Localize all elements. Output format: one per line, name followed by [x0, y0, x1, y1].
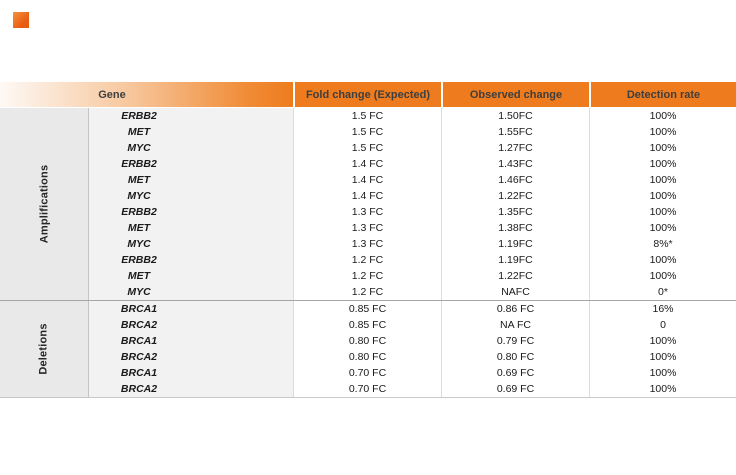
gene-cell: MET	[89, 268, 293, 284]
section-label-amplifications	[0, 108, 89, 300]
expected-fold-change-cell: 1.2 FC	[293, 284, 441, 300]
detection-rate-cell: 100%	[589, 188, 736, 204]
observed-change-cell: 1.38FC	[441, 220, 589, 236]
detection-rate-cell: 100%	[589, 108, 736, 124]
gene-cell: BRCA1	[89, 333, 293, 349]
expected-fold-change-cell: 1.2 FC	[293, 268, 441, 284]
gene-cell: MYC	[89, 188, 293, 204]
detection-rate-cell: 100%	[589, 204, 736, 220]
detection-rate-cell: 100%	[589, 124, 736, 140]
expected-fold-change-cell: 1.4 FC	[293, 188, 441, 204]
detection-rate-cell: 8%*	[589, 236, 736, 252]
detection-rate-cell: 100%	[589, 349, 736, 365]
detection-rate-cell: 100%	[589, 252, 736, 268]
table-body	[0, 108, 736, 398]
observed-change-cell: 0.69 FC	[441, 365, 589, 381]
gene-cell: MYC	[89, 236, 293, 252]
detection-rate-cell: 100%	[589, 220, 736, 236]
detection-rate-cell: 100%	[589, 268, 736, 284]
section-amplifications	[0, 108, 736, 300]
observed-change-cell: 0.80 FC	[441, 349, 589, 365]
header-fold-change-expected: Fold change (Expected)	[293, 82, 441, 107]
expected-fold-change-cell: 0.70 FC	[293, 365, 441, 381]
observed-change-cell: 1.50FC	[441, 108, 589, 124]
gene-cell: ERBB2	[89, 156, 293, 172]
expected-fold-change-cell: 1.5 FC	[293, 108, 441, 124]
gene-cell: ERBB2	[89, 108, 293, 124]
gene-cell: MET	[89, 220, 293, 236]
section-deletions	[0, 300, 736, 397]
observed-change-cell: NAFC	[441, 284, 589, 300]
expected-fold-change-cell: 0.70 FC	[293, 381, 441, 397]
header-observed-change: Observed change	[441, 82, 589, 107]
expected-fold-change-cell: 1.2 FC	[293, 252, 441, 268]
gene-cell: MET	[89, 124, 293, 140]
detection-rate-cell: 16%	[589, 301, 736, 317]
gene-cell: MYC	[89, 284, 293, 300]
expected-fold-change-cell: 0.80 FC	[293, 333, 441, 349]
gene-cell: ERBB2	[89, 204, 293, 220]
gene-cell: BRCA2	[89, 349, 293, 365]
observed-change-cell: 1.55FC	[441, 124, 589, 140]
header-gene: Gene	[0, 82, 293, 107]
gene-cell: BRCA1	[89, 301, 293, 317]
observed-change-cell: 0.79 FC	[441, 333, 589, 349]
observed-change-cell: 0.86 FC	[441, 301, 589, 317]
gene-cell: BRCA1	[89, 365, 293, 381]
expected-fold-change-cell: 1.3 FC	[293, 220, 441, 236]
expected-fold-change-cell: 0.80 FC	[293, 349, 441, 365]
detection-rate-cell: 100%	[589, 333, 736, 349]
detection-rate-cell: 100%	[589, 140, 736, 156]
detection-rate-cell: 100%	[589, 172, 736, 188]
observed-change-cell: 1.22FC	[441, 188, 589, 204]
expected-fold-change-cell: 1.4 FC	[293, 156, 441, 172]
gene-cell: MET	[89, 172, 293, 188]
observed-change-cell: 1.22FC	[441, 268, 589, 284]
detection-rate-cell: 100%	[589, 156, 736, 172]
section-label-text: Deletions	[38, 323, 50, 375]
gene-cell: MYC	[89, 140, 293, 156]
expected-fold-change-cell: 1.5 FC	[293, 124, 441, 140]
header-detection-rate: Detection rate	[589, 82, 736, 107]
observed-change-cell: 1.27FC	[441, 140, 589, 156]
observed-change-cell: 0.69 FC	[441, 381, 589, 397]
expected-fold-change-cell: 1.4 FC	[293, 172, 441, 188]
observed-change-cell: 1.46FC	[441, 172, 589, 188]
accent-square	[13, 12, 29, 28]
table-header-row	[0, 82, 736, 107]
expected-fold-change-cell: 0.85 FC	[293, 301, 441, 317]
observed-change-cell: 1.19FC	[441, 252, 589, 268]
expected-fold-change-cell: 1.3 FC	[293, 236, 441, 252]
observed-change-cell: 1.19FC	[441, 236, 589, 252]
observed-change-cell: NA FC	[441, 317, 589, 333]
detection-rate-cell: 0*	[589, 284, 736, 300]
expected-fold-change-cell: 1.3 FC	[293, 204, 441, 220]
detection-rate-cell: 100%	[589, 381, 736, 397]
detection-rate-cell: 100%	[589, 365, 736, 381]
gene-detection-table	[0, 82, 736, 398]
gene-cell: BRCA2	[89, 381, 293, 397]
section-label-deletions	[0, 301, 89, 397]
observed-change-cell: 1.43FC	[441, 156, 589, 172]
observed-change-cell: 1.35FC	[441, 204, 589, 220]
gene-cell: ERBB2	[89, 252, 293, 268]
gene-cell: BRCA2	[89, 317, 293, 333]
detection-rate-cell: 0	[589, 317, 736, 333]
section-label-text: Amplifications	[38, 164, 50, 244]
expected-fold-change-cell: 0.85 FC	[293, 317, 441, 333]
expected-fold-change-cell: 1.5 FC	[293, 140, 441, 156]
